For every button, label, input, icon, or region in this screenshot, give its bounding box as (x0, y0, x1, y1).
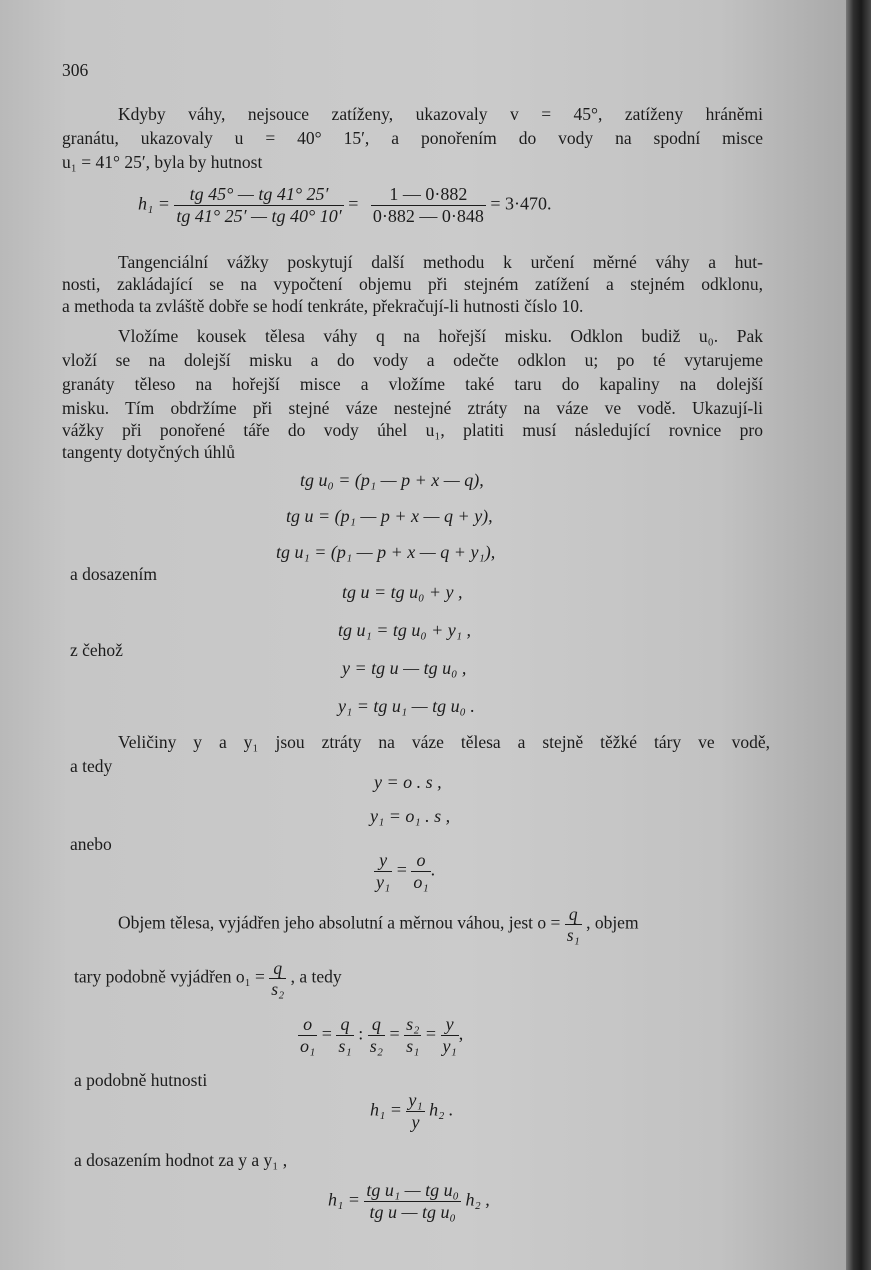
page-number: 306 (62, 60, 89, 80)
fraction (364, 1180, 461, 1223)
equation: tg u = tg u₀ + y , (342, 582, 463, 602)
fraction-denominator: y₁ (376, 872, 391, 892)
eq-sign: = (348, 193, 359, 214)
equation-h1-final (328, 1180, 490, 1223)
fraction (269, 958, 286, 999)
fraction-numerator: tg u₁ — tg u₀ (366, 1180, 459, 1200)
fraction-numerator: s₂ (406, 1014, 420, 1034)
fraction (374, 850, 392, 893)
fraction-numerator: q (368, 1014, 385, 1036)
fraction (336, 1014, 353, 1057)
text-line (74, 958, 342, 999)
equation-ratio: $\frac{y}{\text{y₁}}$ = $\frac{o}{\text{o₁}}$ . (376, 850, 436, 892)
fraction-denominator: s₁ (566, 925, 580, 945)
text-label: a podobně hutnosti (74, 1070, 208, 1090)
fraction-numerator: q (565, 904, 582, 925)
fraction-numerator: y₁ (408, 1090, 423, 1110)
text-label: anebo (70, 834, 112, 854)
fraction-denominator: 0·882 — 0·848 (372, 206, 484, 226)
text-line: Kdyby váhy, nejsouce zatíženy, ukazovaly v = 45°, zatíženy hráněmi (118, 104, 763, 124)
text-line: Vložíme kousek tělesa váhy q na hořejší misku. Odklon budiž u₀. Pak (118, 326, 763, 346)
fraction-numerator: y (374, 850, 392, 872)
fraction-numerator: tg 45° — tg 41° 25′ (174, 184, 343, 206)
fraction-numerator: q (336, 1014, 353, 1036)
text-line: a methoda ta zvláště dobře se hodí tenkráte, překračují-li hutnosti číslo 10. (62, 296, 584, 316)
fraction-denominator: y (411, 1112, 420, 1132)
fraction (371, 184, 486, 227)
fraction (368, 1014, 385, 1057)
text-line: Tangenciální vážky poskytují další methodu k určení měrné váhy a hut- (118, 252, 763, 272)
fraction-numerator: q (269, 958, 286, 979)
fraction-numerator: o (298, 1014, 317, 1036)
fraction (174, 184, 343, 227)
fraction-denominator: tg 41° 25′ — tg 40° 10′ (176, 206, 342, 226)
text-label: a dosazením hodnot za y a y₁ , (74, 1150, 288, 1170)
fraction (406, 1090, 424, 1133)
equation: y = o . s , (374, 772, 442, 792)
text-line: granátu, ukazovaly u = 40° 15′, a ponořením do vody na spodní misce (62, 128, 763, 148)
eq-tail: h₂ , (465, 1189, 490, 1210)
equation: tg u₀ = (p₁ — p + x — q), (300, 470, 484, 490)
text-line: u₁ = 41° 25′, byla by hutnost (62, 152, 263, 172)
equation: y₁ = tg u₁ — tg u₀ . (338, 696, 475, 716)
text-label: a dosazením (70, 564, 157, 584)
eq-tail: h₂ . (429, 1099, 454, 1120)
equation: y₁ = o₁ . s , (370, 806, 451, 826)
eq-lhs: h₁ = (370, 1099, 402, 1120)
fraction-denominator: tg u — tg u₀ (369, 1202, 456, 1222)
equation: y = tg u — tg u₀ , (342, 658, 467, 678)
eq-lhs: h₁ = (138, 193, 170, 214)
equation: tg u₁ = tg u₀ + y₁ , (338, 620, 472, 640)
equation-h1 (370, 1090, 453, 1133)
text-segment: , objem (586, 912, 639, 933)
fraction-numerator: 1 — 0·882 (371, 184, 486, 206)
text-segment: Objem tělesa, vyjádřen jeho absolutní a měrnou váhou, jest o = (118, 912, 561, 933)
fraction-numerator: o (411, 850, 430, 872)
text-line: vloží se na dolejší misku a do vody a odečte odklon u; po té vytarujeme (62, 350, 763, 370)
text-line: tangenty dotyčných úhlů (62, 442, 236, 462)
equation: tg u₁ = (p₁ — p + x — q + y₁), (276, 542, 496, 562)
fraction (411, 850, 430, 893)
text-line: vážky při ponořené táře do vody úhel u₁, platiti musí následující rovnice pro (62, 420, 763, 440)
fraction-denominator: o₁ (413, 872, 429, 892)
text-segment: , a tedy (290, 966, 342, 987)
text-line (118, 904, 639, 945)
fraction (565, 904, 582, 945)
fraction (404, 1014, 421, 1057)
fraction-numerator: y (441, 1014, 459, 1036)
equation-hutnost (138, 184, 552, 227)
fraction-denominator: y₁ (442, 1036, 457, 1056)
eq-lhs: h₁ = (328, 1189, 360, 1210)
text-segment: tary podobně vyjádřen o₁ = (74, 966, 265, 987)
eq-result: = 3·470. (490, 193, 552, 214)
fraction (298, 1014, 317, 1057)
fraction-denominator: o₁ (300, 1036, 316, 1056)
text-line: granáty těleso na hořejší misce a vložíme také taru do kapaliny na dolejší (62, 374, 763, 394)
fraction-denominator: s₂ (271, 979, 285, 999)
book-gutter (846, 0, 871, 1270)
fraction (441, 1014, 459, 1057)
text-label: a tedy (70, 756, 113, 776)
text-line: nosti, zakládající se na vypočtení objemu při stejném zatížení a stejném odklonu, (62, 274, 763, 294)
equation-chain: $\frac{o}{\text{o₁}}$ = $\frac{q}{\text{s₁}}$ : $\frac{q}{\text{s₂}}$ = $\frac{\text{s₂}}{\text{s₁}}$ = $\frac{y}{\text{y₁}}$ , (300, 1014, 464, 1056)
text-label: z čehož (70, 640, 123, 660)
text-line: misku. Tím obdržíme při stejné váze nestejné ztráty na váze ve vodě. Ukazují-li (62, 398, 763, 418)
fraction-denominator: s₁ (406, 1036, 420, 1056)
fraction-denominator: s₁ (338, 1036, 352, 1056)
fraction-denominator: s₂ (369, 1036, 383, 1056)
text-line: Veličiny y a y₁ jsou ztráty na váze tělesa a stejně těžké táry ve vodě, (118, 732, 770, 752)
equation: tg u = (p₁ — p + x — q + y), (286, 506, 493, 526)
